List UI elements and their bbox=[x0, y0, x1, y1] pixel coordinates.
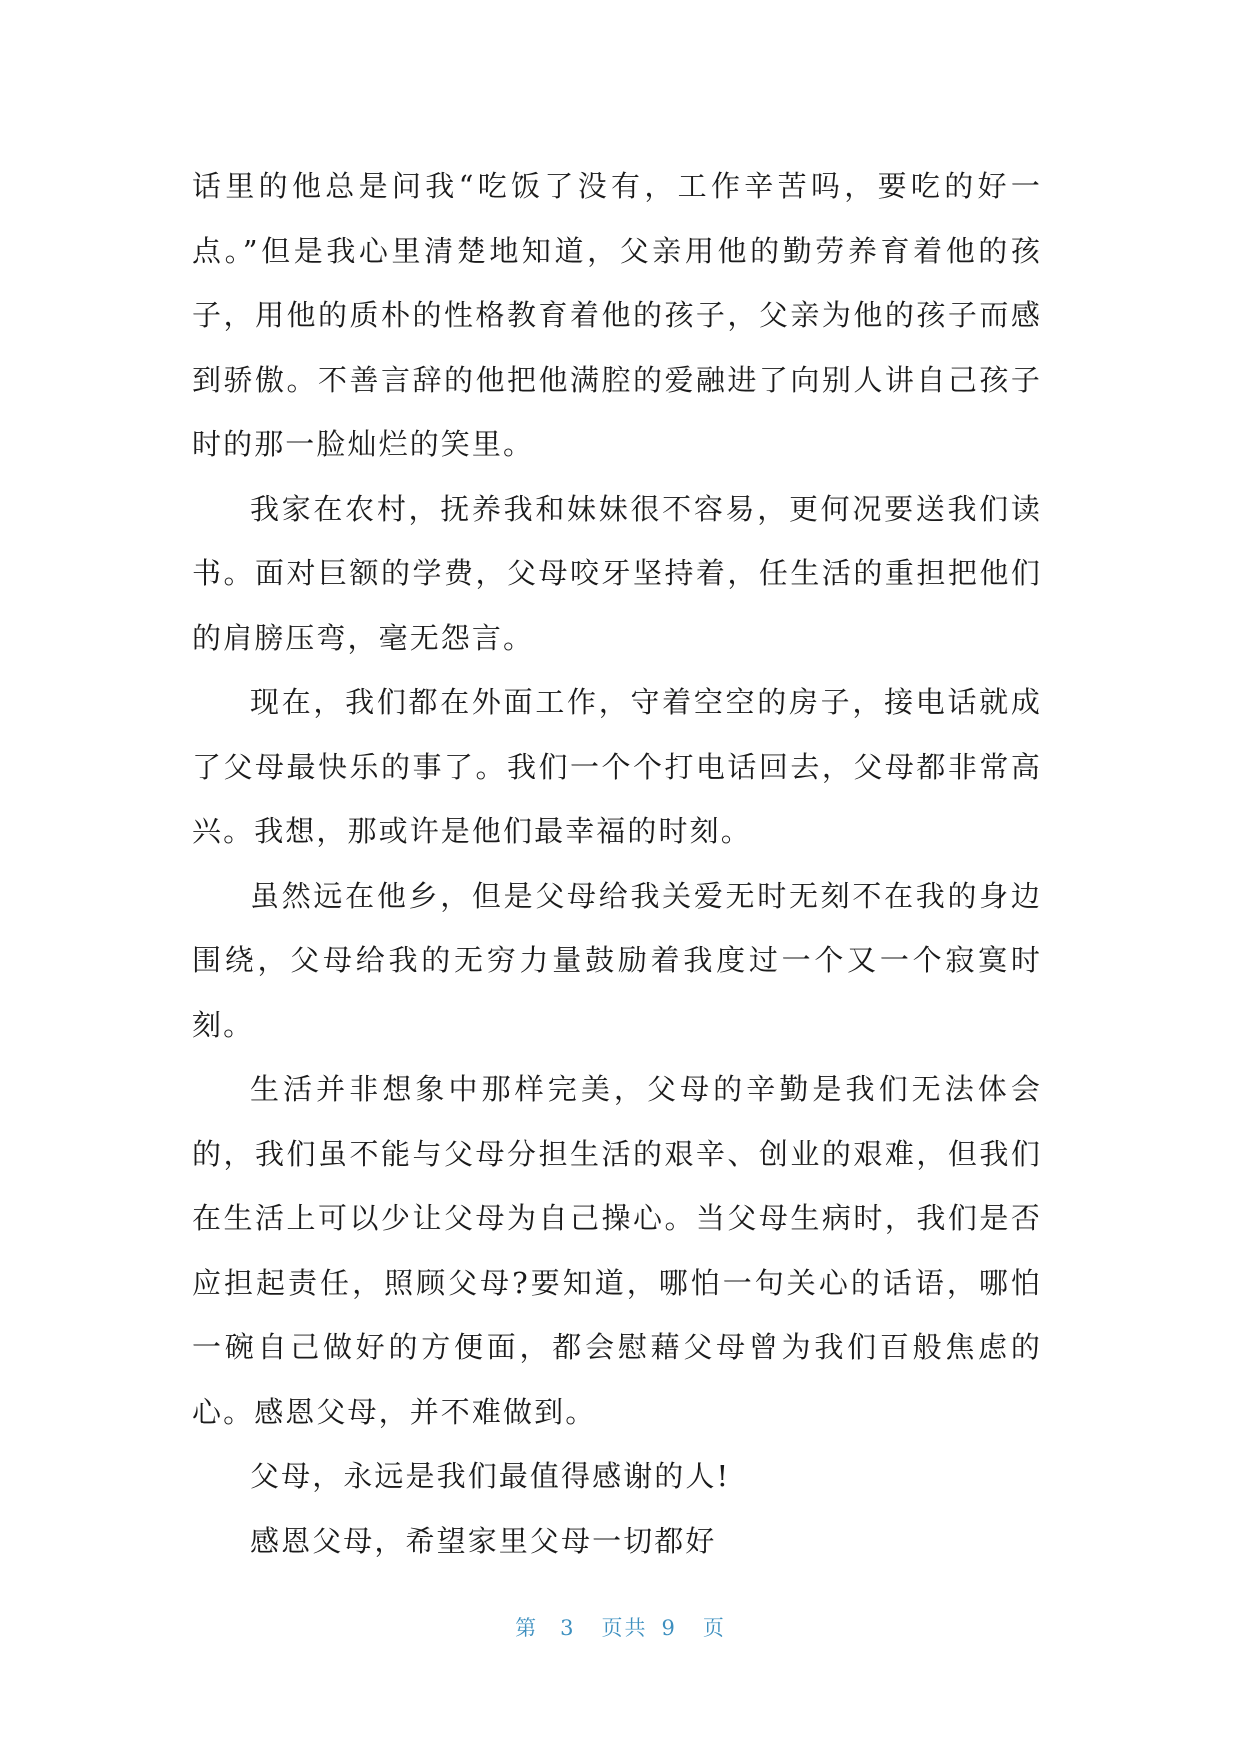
paragraph-2: 我家在农村，抚养我和妹妹很不容易，更何况要送我们读书。面对巨额的学费，父母咬牙坚持着，任生活的重担把他们的肩膀压弯，毫无怨言。 bbox=[192, 491, 1042, 655]
footer-total-pages: 9 bbox=[661, 1616, 677, 1640]
paragraph-4: 虽然远在他乡，但是父母给我关爱无时无刻不在我的身边围绕，父母给我的无穷力量鼓励着我度过一个又一个寂寞时刻。 bbox=[192, 878, 1042, 1042]
paragraph-5: 生活并非想象中那样完美，父母的辛勤是我们无法体会的，我们虽不能与父母分担生活的艰辛、创业的艰难，但我们在生活上可以少让父母为自己操心。当父母生病时，我们是否应担起责任，照顾父母?要知道，哪怕一句关心的话语，哪怕一碗自己做好的方便面，都会慰藉父母曾为我们百般焦虑的心。感恩父母，并不难做到。 bbox=[192, 1072, 1042, 1429]
footer-suffix: 页 bbox=[702, 1616, 726, 1640]
footer-middle: 页共 bbox=[601, 1616, 648, 1640]
document-body bbox=[192, 154, 1042, 1573]
paragraph-3: 现在，我们都在外面工作，守着空空的房子，接电话就成了父母最快乐的事了。我们一个个打电话回去，父母都非常高兴。我想，那或许是他们最幸福的时刻。 bbox=[192, 685, 1042, 848]
footer-prefix: 第 bbox=[515, 1616, 539, 1640]
paragraph-7: 感恩父母，希望家里父母一切都好 bbox=[250, 1523, 717, 1558]
page-number-footer bbox=[0, 1612, 1241, 1642]
footer-current-page: 3 bbox=[560, 1616, 576, 1640]
paragraph-6: 父母，永远是我们最值得感谢的人! bbox=[250, 1459, 731, 1493]
paragraph-1: 话里的他总是问我“吃饭了没有，工作辛苦吗，要吃的好一点。”但是我心里清楚地知道，父亲用他的勤劳养育着他的孩子，用他的质朴的性格教育着他的孩子，父亲为他的孩子而感到骄傲。不善言辞的他把他满腔的爱融进了向别人讲自己孩子时的那一脸灿烂的笑里。 bbox=[192, 169, 1042, 461]
